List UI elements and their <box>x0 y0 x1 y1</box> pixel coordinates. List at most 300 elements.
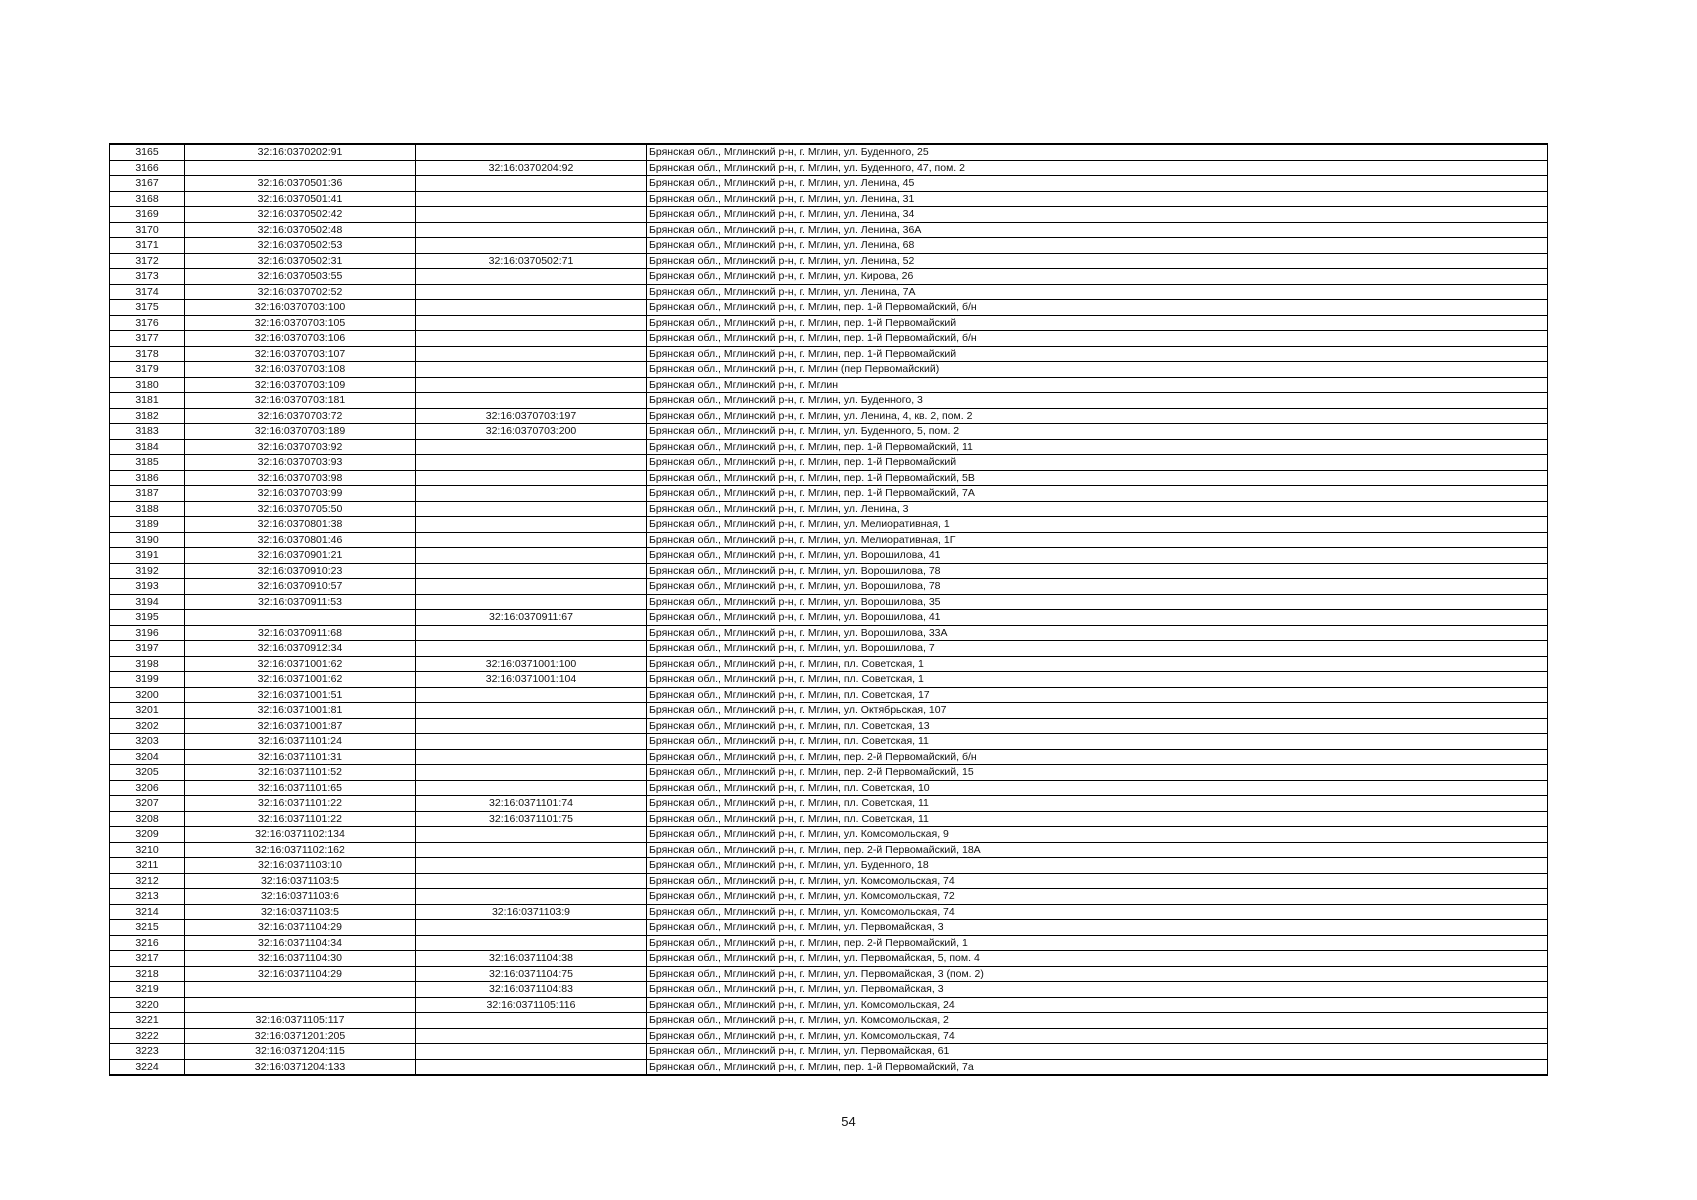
land-cadastral-number-cell: 32:16:0370703:72 <box>185 408 416 424</box>
row-number-cell: 3201 <box>110 703 185 719</box>
row-number-cell: 3165 <box>110 144 185 160</box>
table-row <box>110 563 1548 579</box>
object-cadastral-number-cell <box>416 532 647 548</box>
address-cell: Брянская обл., Мглинский р-н, г. Мглин, пер. 1-й Первомайский, 7а <box>647 1059 1548 1075</box>
row-number-cell: 3180 <box>110 377 185 393</box>
table-row <box>110 144 1548 160</box>
address-cell: Брянская обл., Мглинский р-н, г. Мглин, ул. Ленина, 3 <box>647 501 1548 517</box>
row-number-cell: 3176 <box>110 315 185 331</box>
address-cell: Брянская обл., Мглинский р-н, г. Мглин, ул. Ленина, 45 <box>647 176 1548 192</box>
object-cadastral-number-cell: 32:16:0371104:75 <box>416 966 647 982</box>
table-row <box>110 439 1548 455</box>
object-cadastral-number-cell <box>416 842 647 858</box>
table-row <box>110 951 1548 967</box>
land-cadastral-number-cell: 32:16:0370202:91 <box>185 144 416 160</box>
object-cadastral-number-cell <box>416 238 647 254</box>
address-cell: Брянская обл., Мглинский р-н, г. Мглин, ул. Ленина, 36А <box>647 222 1548 238</box>
table-row <box>110 238 1548 254</box>
object-cadastral-number-cell <box>416 377 647 393</box>
address-cell: Брянская обл., Мглинский р-н, г. Мглин, ул. Ленина, 34 <box>647 207 1548 223</box>
table-row <box>110 873 1548 889</box>
object-cadastral-number-cell: 32:16:0371105:116 <box>416 997 647 1013</box>
row-number-cell: 3209 <box>110 827 185 843</box>
object-cadastral-number-cell <box>416 191 647 207</box>
object-cadastral-number-cell <box>416 176 647 192</box>
table-row <box>110 780 1548 796</box>
table-row <box>110 176 1548 192</box>
table-row <box>110 486 1548 502</box>
row-number-cell: 3205 <box>110 765 185 781</box>
table-row <box>110 315 1548 331</box>
object-cadastral-number-cell: 32:16:0371103:9 <box>416 904 647 920</box>
land-cadastral-number-cell: 32:16:0371201:205 <box>185 1028 416 1044</box>
table-row <box>110 610 1548 626</box>
row-number-cell: 3216 <box>110 935 185 951</box>
land-cadastral-number-cell: 32:16:0371103:6 <box>185 889 416 905</box>
address-cell: Брянская обл., Мглинский р-н, г. Мглин, ул. Комсомольская, 24 <box>647 997 1548 1013</box>
address-cell: Брянская обл., Мглинский р-н, г. Мглин (пер Первомайский) <box>647 362 1548 378</box>
table-row <box>110 641 1548 657</box>
table-row <box>110 284 1548 300</box>
table-row <box>110 625 1548 641</box>
land-cadastral-number-cell: 32:16:0371001:62 <box>185 672 416 688</box>
table-row <box>110 796 1548 812</box>
address-cell: Брянская обл., Мглинский р-н, г. Мглин, ул. Ворошилова, 33А <box>647 625 1548 641</box>
object-cadastral-number-cell <box>416 1059 647 1075</box>
row-number-cell: 3206 <box>110 780 185 796</box>
land-cadastral-number-cell: 32:16:0370501:41 <box>185 191 416 207</box>
object-cadastral-number-cell <box>416 703 647 719</box>
table-row <box>110 579 1548 595</box>
land-cadastral-number-cell: 32:16:0371103:5 <box>185 904 416 920</box>
land-cadastral-number-cell: 32:16:0371001:81 <box>185 703 416 719</box>
land-cadastral-number-cell: 32:16:0371102:162 <box>185 842 416 858</box>
table-row <box>110 191 1548 207</box>
table-row <box>110 672 1548 688</box>
address-cell: Брянская обл., Мглинский р-н, г. Мглин <box>647 377 1548 393</box>
land-cadastral-number-cell: 32:16:0370911:53 <box>185 594 416 610</box>
row-number-cell: 3187 <box>110 486 185 502</box>
object-cadastral-number-cell: 32:16:0370204:92 <box>416 160 647 176</box>
land-cadastral-number-cell: 32:16:0371101:22 <box>185 811 416 827</box>
address-cell: Брянская обл., Мглинский р-н, г. Мглин, ул. Ворошилова, 7 <box>647 641 1548 657</box>
object-cadastral-number-cell <box>416 346 647 362</box>
table-row <box>110 269 1548 285</box>
address-cell: Брянская обл., Мглинский р-н, г. Мглин, ул. Ленина, 68 <box>647 238 1548 254</box>
address-cell: Брянская обл., Мглинский р-н, г. Мглин, ул. Ленина, 31 <box>647 191 1548 207</box>
land-cadastral-number-cell: 32:16:0371104:29 <box>185 966 416 982</box>
object-cadastral-number-cell: 32:16:0371001:104 <box>416 672 647 688</box>
land-cadastral-number-cell: 32:16:0371104:34 <box>185 935 416 951</box>
land-cadastral-number-cell: 32:16:0370702:52 <box>185 284 416 300</box>
row-number-cell: 3171 <box>110 238 185 254</box>
object-cadastral-number-cell <box>416 144 647 160</box>
row-number-cell: 3182 <box>110 408 185 424</box>
table-row <box>110 470 1548 486</box>
table-row <box>110 207 1548 223</box>
table-row <box>110 734 1548 750</box>
table-row <box>110 920 1548 936</box>
address-cell: Брянская обл., Мглинский р-н, г. Мглин, ул. Первомайская, 3 <box>647 920 1548 936</box>
row-number-cell: 3189 <box>110 517 185 533</box>
row-number-cell: 3193 <box>110 579 185 595</box>
table-row <box>110 1059 1548 1075</box>
row-number-cell: 3220 <box>110 997 185 1013</box>
land-cadastral-number-cell <box>185 160 416 176</box>
row-number-cell: 3212 <box>110 873 185 889</box>
table-row <box>110 300 1548 316</box>
address-cell: Брянская обл., Мглинский р-н, г. Мглин, пер. 1-й Первомайский <box>647 455 1548 471</box>
row-number-cell: 3170 <box>110 222 185 238</box>
land-cadastral-number-cell: 32:16:0370703:92 <box>185 439 416 455</box>
table-row <box>110 362 1548 378</box>
table-row <box>110 594 1548 610</box>
object-cadastral-number-cell <box>416 734 647 750</box>
land-cadastral-number-cell: 32:16:0370503:55 <box>185 269 416 285</box>
row-number-cell: 3210 <box>110 842 185 858</box>
address-cell: Брянская обл., Мглинский р-н, г. Мглин, пер. 1-й Первомайский, 5В <box>647 470 1548 486</box>
land-cadastral-number-cell: 32:16:0370502:48 <box>185 222 416 238</box>
row-number-cell: 3178 <box>110 346 185 362</box>
object-cadastral-number-cell <box>416 439 647 455</box>
land-cadastral-number-cell: 32:16:0371204:133 <box>185 1059 416 1075</box>
address-cell: Брянская обл., Мглинский р-н, г. Мглин, пл. Советская, 11 <box>647 811 1548 827</box>
row-number-cell: 3196 <box>110 625 185 641</box>
table-row <box>110 935 1548 951</box>
table-row <box>110 1044 1548 1060</box>
object-cadastral-number-cell <box>416 486 647 502</box>
row-number-cell: 3175 <box>110 300 185 316</box>
land-cadastral-number-cell: 32:16:0371101:52 <box>185 765 416 781</box>
row-number-cell: 3208 <box>110 811 185 827</box>
table-row <box>110 222 1548 238</box>
object-cadastral-number-cell <box>416 269 647 285</box>
table-row <box>110 703 1548 719</box>
object-cadastral-number-cell <box>416 331 647 347</box>
table-row <box>110 858 1548 874</box>
address-cell: Брянская обл., Мглинский р-н, г. Мглин, пл. Советская, 1 <box>647 672 1548 688</box>
row-number-cell: 3221 <box>110 1013 185 1029</box>
row-number-cell: 3191 <box>110 548 185 564</box>
land-cadastral-number-cell: 32:16:0371103:10 <box>185 858 416 874</box>
land-cadastral-number-cell: 32:16:0370801:46 <box>185 532 416 548</box>
land-cadastral-number-cell: 32:16:0371104:30 <box>185 951 416 967</box>
row-number-cell: 3224 <box>110 1059 185 1075</box>
land-cadastral-number-cell: 32:16:0371101:24 <box>185 734 416 750</box>
address-cell: Брянская обл., Мглинский р-н, г. Мглин, пер. 1-й Первомайский, 11 <box>647 439 1548 455</box>
land-cadastral-number-cell: 32:16:0370910:57 <box>185 579 416 595</box>
object-cadastral-number-cell <box>416 284 647 300</box>
table-row <box>110 687 1548 703</box>
row-number-cell: 3204 <box>110 749 185 765</box>
object-cadastral-number-cell <box>416 780 647 796</box>
address-cell: Брянская обл., Мглинский р-н, г. Мглин, пер. 1-й Первомайский <box>647 346 1548 362</box>
address-cell: Брянская обл., Мглинский р-н, г. Мглин, пер. 1-й Первомайский <box>647 315 1548 331</box>
row-number-cell: 3177 <box>110 331 185 347</box>
row-number-cell: 3173 <box>110 269 185 285</box>
object-cadastral-number-cell <box>416 563 647 579</box>
address-cell: Брянская обл., Мглинский р-н, г. Мглин, ул. Ворошилова, 41 <box>647 610 1548 626</box>
row-number-cell: 3169 <box>110 207 185 223</box>
address-cell: Брянская обл., Мглинский р-н, г. Мглин, ул. Ворошилова, 78 <box>647 563 1548 579</box>
row-number-cell: 3185 <box>110 455 185 471</box>
land-cadastral-number-cell <box>185 982 416 998</box>
address-cell: Брянская обл., Мглинский р-н, г. Мглин, ул. Буденного, 47, пом. 2 <box>647 160 1548 176</box>
address-cell: Брянская обл., Мглинский р-н, г. Мглин, ул. Ленина, 7А <box>647 284 1548 300</box>
object-cadastral-number-cell <box>416 579 647 595</box>
address-cell: Брянская обл., Мглинский р-н, г. Мглин, пл. Советская, 11 <box>647 796 1548 812</box>
object-cadastral-number-cell: 32:16:0370502:71 <box>416 253 647 269</box>
land-cadastral-number-cell: 32:16:0370703:100 <box>185 300 416 316</box>
row-number-cell: 3197 <box>110 641 185 657</box>
land-cadastral-number-cell: 32:16:0371101:65 <box>185 780 416 796</box>
table-row <box>110 346 1548 362</box>
address-cell: Брянская обл., Мглинский р-н, г. Мглин, пер. 1-й Первомайский, б/н <box>647 331 1548 347</box>
row-number-cell: 3179 <box>110 362 185 378</box>
land-cadastral-number-cell: 32:16:0370801:38 <box>185 517 416 533</box>
address-cell: Брянская обл., Мглинский р-н, г. Мглин, пер. 2-й Первомайский, б/н <box>647 749 1548 765</box>
row-number-cell: 3186 <box>110 470 185 486</box>
land-cadastral-number-cell: 32:16:0370703:107 <box>185 346 416 362</box>
object-cadastral-number-cell <box>416 625 647 641</box>
object-cadastral-number-cell <box>416 889 647 905</box>
object-cadastral-number-cell <box>416 207 647 223</box>
land-cadastral-number-cell: 32:16:0371101:31 <box>185 749 416 765</box>
row-number-cell: 3222 <box>110 1028 185 1044</box>
row-number-cell: 3195 <box>110 610 185 626</box>
land-cadastral-number-cell: 32:16:0370703:98 <box>185 470 416 486</box>
land-cadastral-number-cell: 32:16:0370501:36 <box>185 176 416 192</box>
address-cell: Брянская обл., Мглинский р-н, г. Мглин, ул. Ворошилова, 78 <box>647 579 1548 595</box>
land-cadastral-number-cell: 32:16:0370910:23 <box>185 563 416 579</box>
row-number-cell: 3200 <box>110 687 185 703</box>
address-cell: Брянская обл., Мглинский р-н, г. Мглин, пл. Советская, 10 <box>647 780 1548 796</box>
object-cadastral-number-cell <box>416 920 647 936</box>
row-number-cell: 3166 <box>110 160 185 176</box>
registry-table <box>109 143 1548 1076</box>
land-cadastral-number-cell: 32:16:0371104:29 <box>185 920 416 936</box>
table-row <box>110 1013 1548 1029</box>
table-row <box>110 1028 1548 1044</box>
object-cadastral-number-cell <box>416 470 647 486</box>
land-cadastral-number-cell: 32:16:0371001:51 <box>185 687 416 703</box>
object-cadastral-number-cell: 32:16:0371001:100 <box>416 656 647 672</box>
land-cadastral-number-cell: 32:16:0370502:31 <box>185 253 416 269</box>
address-cell: Брянская обл., Мглинский р-н, г. Мглин, ул. Комсомольская, 74 <box>647 873 1548 889</box>
table-row <box>110 982 1548 998</box>
object-cadastral-number-cell <box>416 455 647 471</box>
table-row <box>110 424 1548 440</box>
address-cell: Брянская обл., Мглинский р-н, г. Мглин, ул. Комсомольская, 74 <box>647 1028 1548 1044</box>
row-number-cell: 3202 <box>110 718 185 734</box>
address-cell: Брянская обл., Мглинский р-н, г. Мглин, ул. Буденного, 18 <box>647 858 1548 874</box>
object-cadastral-number-cell <box>416 315 647 331</box>
address-cell: Брянская обл., Мглинский р-н, г. Мглин, ул. Буденного, 25 <box>647 144 1548 160</box>
table-row <box>110 889 1548 905</box>
row-number-cell: 3223 <box>110 1044 185 1060</box>
row-number-cell: 3174 <box>110 284 185 300</box>
land-cadastral-number-cell: 32:16:0371102:134 <box>185 827 416 843</box>
page-number: 54 <box>841 1114 856 1129</box>
land-cadastral-number-cell: 32:16:0370703:108 <box>185 362 416 378</box>
object-cadastral-number-cell <box>416 873 647 889</box>
table-row <box>110 501 1548 517</box>
address-cell: Брянская обл., Мглинский р-н, г. Мглин, ул. Комсомольская, 74 <box>647 904 1548 920</box>
address-cell: Брянская обл., Мглинский р-н, г. Мглин, пл. Советская, 11 <box>647 734 1548 750</box>
object-cadastral-number-cell <box>416 687 647 703</box>
address-cell: Брянская обл., Мглинский р-н, г. Мглин, ул. Первомайская, 3 <box>647 982 1548 998</box>
table-row <box>110 160 1548 176</box>
address-cell: Брянская обл., Мглинский р-н, г. Мглин, пер. 2-й Первомайский, 1 <box>647 935 1548 951</box>
object-cadastral-number-cell <box>416 718 647 734</box>
address-cell: Брянская обл., Мглинский р-н, г. Мглин, ул. Мелиоративная, 1 <box>647 517 1548 533</box>
address-cell: Брянская обл., Мглинский р-н, г. Мглин, пер. 2-й Первомайский, 18А <box>647 842 1548 858</box>
address-cell: Брянская обл., Мглинский р-н, г. Мглин, ул. Кирова, 26 <box>647 269 1548 285</box>
registry-table-body <box>110 144 1548 1075</box>
address-cell: Брянская обл., Мглинский р-н, г. Мглин, ул. Ленина, 4, кв. 2, пом. 2 <box>647 408 1548 424</box>
row-number-cell: 3194 <box>110 594 185 610</box>
object-cadastral-number-cell <box>416 300 647 316</box>
table-row <box>110 253 1548 269</box>
address-cell: Брянская обл., Мглинский р-н, г. Мглин, ул. Ворошилова, 41 <box>647 548 1548 564</box>
table-row <box>110 997 1548 1013</box>
land-cadastral-number-cell: 32:16:0371204:115 <box>185 1044 416 1060</box>
object-cadastral-number-cell <box>416 501 647 517</box>
address-cell: Брянская обл., Мглинский р-н, г. Мглин, пл. Советская, 17 <box>647 687 1548 703</box>
row-number-cell: 3198 <box>110 656 185 672</box>
table-row <box>110 811 1548 827</box>
object-cadastral-number-cell: 32:16:0371101:75 <box>416 811 647 827</box>
object-cadastral-number-cell <box>416 935 647 951</box>
object-cadastral-number-cell: 32:16:0371104:38 <box>416 951 647 967</box>
object-cadastral-number-cell: 32:16:0371101:74 <box>416 796 647 812</box>
object-cadastral-number-cell <box>416 827 647 843</box>
land-cadastral-number-cell: 32:16:0371001:62 <box>185 656 416 672</box>
object-cadastral-number-cell <box>416 858 647 874</box>
address-cell: Брянская обл., Мглинский р-н, г. Мглин, пл. Советская, 13 <box>647 718 1548 734</box>
row-number-cell: 3217 <box>110 951 185 967</box>
object-cadastral-number-cell <box>416 765 647 781</box>
row-number-cell: 3199 <box>110 672 185 688</box>
row-number-cell: 3172 <box>110 253 185 269</box>
address-cell: Брянская обл., Мглинский р-н, г. Мглин, ул. Ворошилова, 35 <box>647 594 1548 610</box>
object-cadastral-number-cell: 32:16:0371104:83 <box>416 982 647 998</box>
object-cadastral-number-cell <box>416 641 647 657</box>
object-cadastral-number-cell: 32:16:0370703:197 <box>416 408 647 424</box>
row-number-cell: 3213 <box>110 889 185 905</box>
address-cell: Брянская обл., Мглинский р-н, г. Мглин, ул. Первомайская, 61 <box>647 1044 1548 1060</box>
address-cell: Брянская обл., Мглинский р-н, г. Мглин, ул. Комсомольская, 9 <box>647 827 1548 843</box>
table-row <box>110 718 1548 734</box>
land-cadastral-number-cell <box>185 610 416 626</box>
table-row <box>110 656 1548 672</box>
address-cell: Брянская обл., Мглинский р-н, г. Мглин, пер. 1-й Первомайский, 7А <box>647 486 1548 502</box>
address-cell: Брянская обл., Мглинский р-н, г. Мглин, ул. Буденного, 3 <box>647 393 1548 409</box>
land-cadastral-number-cell: 32:16:0370901:21 <box>185 548 416 564</box>
row-number-cell: 3168 <box>110 191 185 207</box>
object-cadastral-number-cell <box>416 1013 647 1029</box>
table-row <box>110 517 1548 533</box>
address-cell: Брянская обл., Мглинский р-н, г. Мглин, пер. 1-й Первомайский, б/н <box>647 300 1548 316</box>
row-number-cell: 3181 <box>110 393 185 409</box>
object-cadastral-number-cell <box>416 362 647 378</box>
object-cadastral-number-cell <box>416 517 647 533</box>
row-number-cell: 3214 <box>110 904 185 920</box>
row-number-cell: 3183 <box>110 424 185 440</box>
object-cadastral-number-cell <box>416 1044 647 1060</box>
land-cadastral-number-cell: 32:16:0370502:53 <box>185 238 416 254</box>
land-cadastral-number-cell: 32:16:0370705:50 <box>185 501 416 517</box>
object-cadastral-number-cell <box>416 548 647 564</box>
land-cadastral-number-cell: 32:16:0370703:105 <box>185 315 416 331</box>
object-cadastral-number-cell: 32:16:0370911:67 <box>416 610 647 626</box>
table-row <box>110 827 1548 843</box>
table-row <box>110 765 1548 781</box>
row-number-cell: 3211 <box>110 858 185 874</box>
land-cadastral-number-cell: 32:16:0370703:189 <box>185 424 416 440</box>
land-cadastral-number-cell: 32:16:0370703:109 <box>185 377 416 393</box>
row-number-cell: 3218 <box>110 966 185 982</box>
land-cadastral-number-cell: 32:16:0370912:34 <box>185 641 416 657</box>
table-row <box>110 904 1548 920</box>
object-cadastral-number-cell <box>416 1028 647 1044</box>
row-number-cell: 3207 <box>110 796 185 812</box>
address-cell: Брянская обл., Мглинский р-н, г. Мглин, пер. 2-й Первомайский, 15 <box>647 765 1548 781</box>
table-row <box>110 749 1548 765</box>
land-cadastral-number-cell: 32:16:0370502:42 <box>185 207 416 223</box>
row-number-cell: 3192 <box>110 563 185 579</box>
table-row <box>110 331 1548 347</box>
table-row <box>110 548 1548 564</box>
land-cadastral-number-cell: 32:16:0371101:22 <box>185 796 416 812</box>
object-cadastral-number-cell <box>416 749 647 765</box>
row-number-cell: 3188 <box>110 501 185 517</box>
land-cadastral-number-cell: 32:16:0371001:87 <box>185 718 416 734</box>
land-cadastral-number-cell: 32:16:0371103:5 <box>185 873 416 889</box>
address-cell: Брянская обл., Мглинский р-н, г. Мглин, ул. Октябрьская, 107 <box>647 703 1548 719</box>
table-row <box>110 377 1548 393</box>
address-cell: Брянская обл., Мглинский р-н, г. Мглин, ул. Комсомольская, 72 <box>647 889 1548 905</box>
land-cadastral-number-cell: 32:16:0370703:106 <box>185 331 416 347</box>
address-cell: Брянская обл., Мглинский р-н, г. Мглин, ул. Ленина, 52 <box>647 253 1548 269</box>
land-cadastral-number-cell: 32:16:0370911:68 <box>185 625 416 641</box>
table-row <box>110 455 1548 471</box>
object-cadastral-number-cell: 32:16:0370703:200 <box>416 424 647 440</box>
object-cadastral-number-cell <box>416 222 647 238</box>
table-row <box>110 842 1548 858</box>
address-cell: Брянская обл., Мглинский р-н, г. Мглин, пл. Советская, 1 <box>647 656 1548 672</box>
table-row <box>110 408 1548 424</box>
land-cadastral-number-cell <box>185 997 416 1013</box>
row-number-cell: 3167 <box>110 176 185 192</box>
address-cell: Брянская обл., Мглинский р-н, г. Мглин, ул. Комсомольская, 2 <box>647 1013 1548 1029</box>
object-cadastral-number-cell <box>416 393 647 409</box>
row-number-cell: 3190 <box>110 532 185 548</box>
land-cadastral-number-cell: 32:16:0370703:93 <box>185 455 416 471</box>
address-cell: Брянская обл., Мглинский р-н, г. Мглин, ул. Первомайская, 3 (пом. 2) <box>647 966 1548 982</box>
table-row <box>110 532 1548 548</box>
object-cadastral-number-cell <box>416 594 647 610</box>
address-cell: Брянская обл., Мглинский р-н, г. Мглин, ул. Первомайская, 5, пом. 4 <box>647 951 1548 967</box>
row-number-cell: 3215 <box>110 920 185 936</box>
address-cell: Брянская обл., Мглинский р-н, г. Мглин, ул. Буденного, 5, пом. 2 <box>647 424 1548 440</box>
row-number-cell: 3203 <box>110 734 185 750</box>
table-row <box>110 966 1548 982</box>
land-cadastral-number-cell: 32:16:0371105:117 <box>185 1013 416 1029</box>
table-row <box>110 393 1548 409</box>
row-number-cell: 3219 <box>110 982 185 998</box>
row-number-cell: 3184 <box>110 439 185 455</box>
